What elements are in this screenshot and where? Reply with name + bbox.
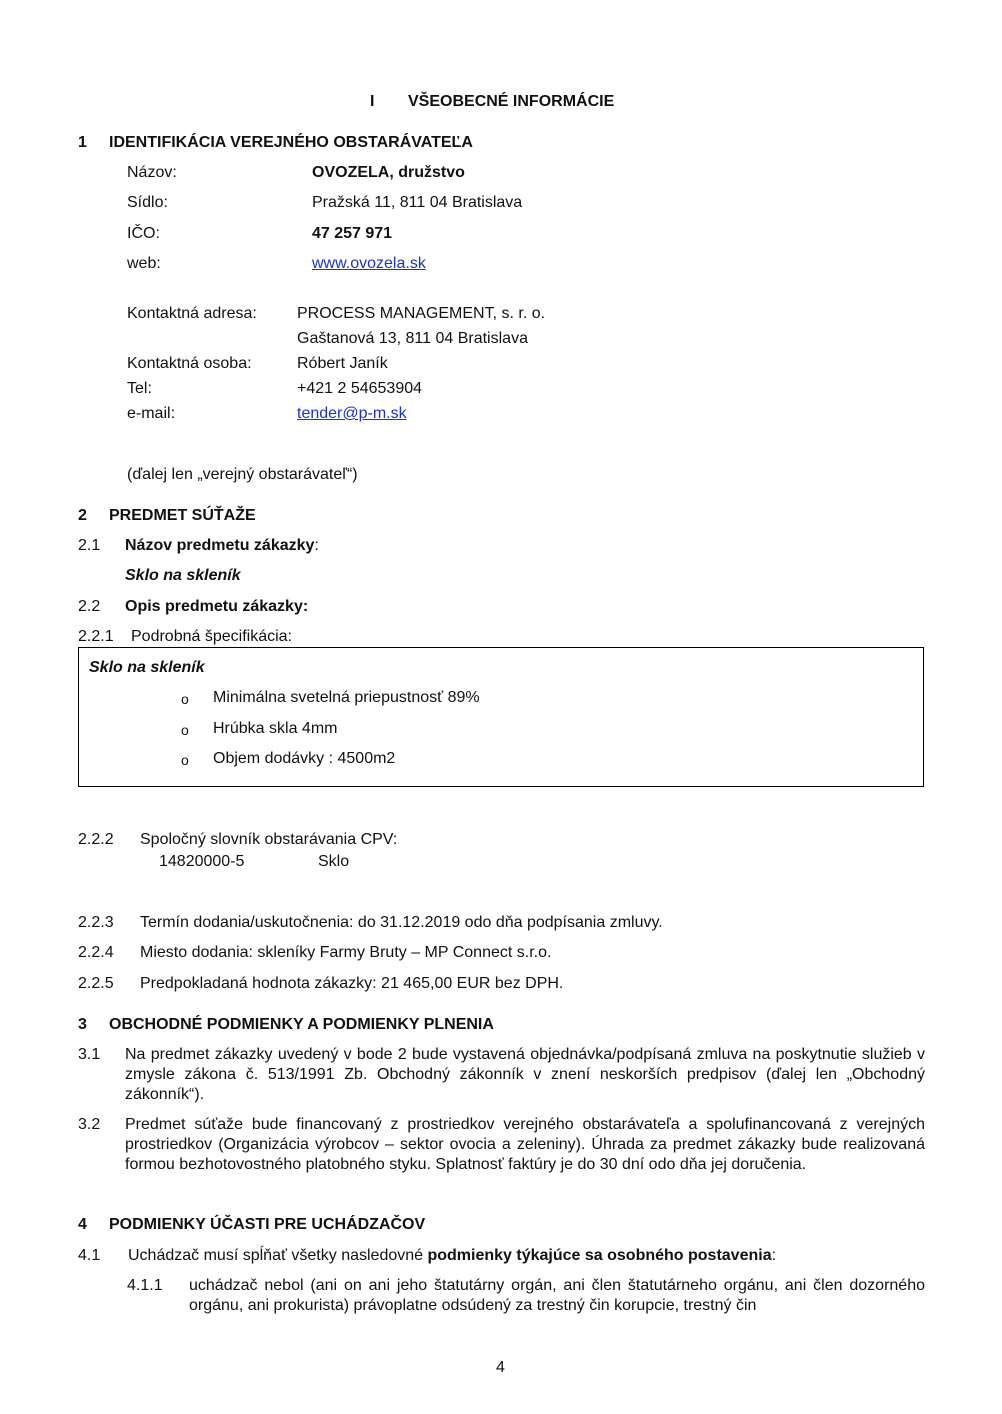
spec-item: Hrúbka skla 4mm bbox=[213, 720, 338, 737]
contact-address-line1: PROCESS MANAGEMENT, s. r. o. bbox=[297, 305, 546, 322]
section-3-number: 3 bbox=[78, 1016, 87, 1033]
section-2-title: PREDMET SÚŤAŽE bbox=[109, 507, 256, 524]
ico-label: IČO: bbox=[127, 225, 160, 242]
section-3-title: OBCHODNÉ PODMIENKY A PODMIENKY PLNENIA bbox=[109, 1016, 494, 1033]
web-link[interactable]: www.ovozela.sk bbox=[312, 255, 426, 272]
cpv-label: Sklo bbox=[318, 853, 350, 870]
section-4-1-text-pre: Uchádzač musí spĺňať všetky nasledovné bbox=[128, 1247, 428, 1264]
section-2-1-colon: : bbox=[314, 537, 319, 554]
email-link[interactable]: tender@p-m.sk bbox=[297, 405, 407, 422]
section-1-title: IDENTIFIKÁCIA VEREJNÉHO OBSTARÁVATEĽA bbox=[109, 134, 473, 151]
section-3-1-number: 3.1 bbox=[78, 1046, 101, 1063]
section-2-2-3-text: Termín dodania/uskutočnenia: do 31.12.2019 odo dňa podpísania zmluvy. bbox=[140, 914, 663, 931]
section-4-1-1-number: 4.1.1 bbox=[127, 1277, 163, 1294]
name-label: Názov: bbox=[127, 164, 177, 181]
page-number: 4 bbox=[496, 1359, 505, 1376]
section-2-2-2-text: Spoločný slovník obstarávania CPV: bbox=[140, 831, 398, 848]
section-2-1-title bbox=[125, 536, 319, 556]
section-2-2-1-text: Podrobná špecifikácia: bbox=[131, 628, 292, 645]
section-2-1-title-text: Názov predmetu zákazky bbox=[125, 537, 315, 554]
section-2-2-5-text: Predpokladaná hodnota zákazky: 21 465,00 EUR bez DPH. bbox=[140, 975, 564, 992]
section-2-number: 2 bbox=[78, 507, 87, 524]
section-2-2-4-number: 2.2.4 bbox=[78, 944, 114, 961]
section-2-2-1-number: 2.2.1 bbox=[78, 628, 114, 645]
subject-name: Sklo na skleník bbox=[125, 567, 241, 584]
section-4-1-text bbox=[128, 1246, 776, 1266]
name-value: OVOZELA, družstvo bbox=[312, 164, 465, 181]
specification-box-title: Sklo na skleník bbox=[89, 659, 205, 676]
section-4-1-1-text: uchádzač nebol (ani on ani jeho štatutárny orgán, ani člen štatutárneho orgánu, ani člen dozorného orgánu, ani prokurista) právoplatne odsúdený za trestný čin korupcie, trestný čin bbox=[189, 1277, 925, 1314]
spec-item: Minimálna svetelná priepustnosť 89% bbox=[213, 689, 480, 706]
section-2-1-number: 2.1 bbox=[78, 537, 101, 554]
section-2-2-2-number: 2.2.2 bbox=[78, 831, 114, 848]
section-3-1-text: Na predmet zákazky uvedený v bode 2 bude vystavená objednávka/podpísaná zmluva na poskytnutie služieb v zmysle zákona č. 513/1991 Zb. Obchodný zákonník v znení neskorších predpisov (ďalej len „Obchodný zákonník“). bbox=[125, 1046, 925, 1103]
section-3-2-text: Predmet súťaže bude financovaný z prostriedkov verejného obstarávateľa a spolufinancovaná z verejných prostriedkov (Organizácia výrobcov – sektor ovocia a zeleniny). Úhrada za predmet zákazky bude realizovaná formou bezhotovostného platobného styku. Splatnosť faktúry je do 30 dní odo dňa jej doručenia. bbox=[125, 1116, 925, 1173]
chapter-title: VŠEOBECNÉ INFORMÁCIE bbox=[408, 93, 615, 110]
contact-address-line2: Gaštanová 13, 811 04 Bratislava bbox=[297, 330, 528, 347]
seat-value: Pražská 11, 811 04 Bratislava bbox=[312, 194, 523, 211]
contact-person-label: Kontaktná osoba: bbox=[127, 355, 252, 372]
bullet-icon: o bbox=[181, 752, 189, 768]
section-2-2-4-text: Miesto dodania: skleníky Farmy Bruty – MP Connect s.r.o. bbox=[140, 944, 552, 961]
cpv-code: 14820000-5 bbox=[159, 853, 245, 870]
section-2-2-title: Opis predmetu zákazky: bbox=[125, 598, 309, 615]
web-label: web: bbox=[127, 255, 161, 272]
section-2-2-3-number: 2.2.3 bbox=[78, 914, 114, 931]
section-4-1-text-bold: podmienky týkajúce sa osobného postavenia bbox=[427, 1247, 772, 1264]
section-2-2-5-number: 2.2.5 bbox=[78, 975, 114, 992]
seat-label: Sídlo: bbox=[127, 194, 168, 211]
contracting-authority-note: (ďalej len „verejný obstarávateľ“) bbox=[127, 466, 358, 483]
tel-label: Tel: bbox=[127, 380, 152, 397]
contact-address-label: Kontaktná adresa: bbox=[127, 305, 257, 322]
bullet-icon: o bbox=[181, 722, 189, 738]
email-label: e-mail: bbox=[127, 405, 176, 422]
section-4-title: PODMIENKY ÚČASTI PRE UCHÁDZAČOV bbox=[109, 1216, 426, 1233]
tel-value: +421 2 54653904 bbox=[297, 380, 423, 397]
bullet-icon: o bbox=[181, 691, 189, 707]
chapter-number: I bbox=[370, 93, 375, 110]
spec-item: Objem dodávky : 4500m2 bbox=[213, 750, 396, 767]
section-1-number: 1 bbox=[78, 134, 87, 151]
section-4-1-number: 4.1 bbox=[78, 1247, 101, 1264]
section-4-number: 4 bbox=[78, 1216, 87, 1233]
ico-value: 47 257 971 bbox=[312, 225, 393, 242]
section-3-2-number: 3.2 bbox=[78, 1116, 101, 1133]
section-4-1-text-post: : bbox=[771, 1247, 777, 1264]
contact-person-value: Róbert Janík bbox=[297, 355, 388, 372]
section-2-2-number: 2.2 bbox=[78, 598, 101, 615]
